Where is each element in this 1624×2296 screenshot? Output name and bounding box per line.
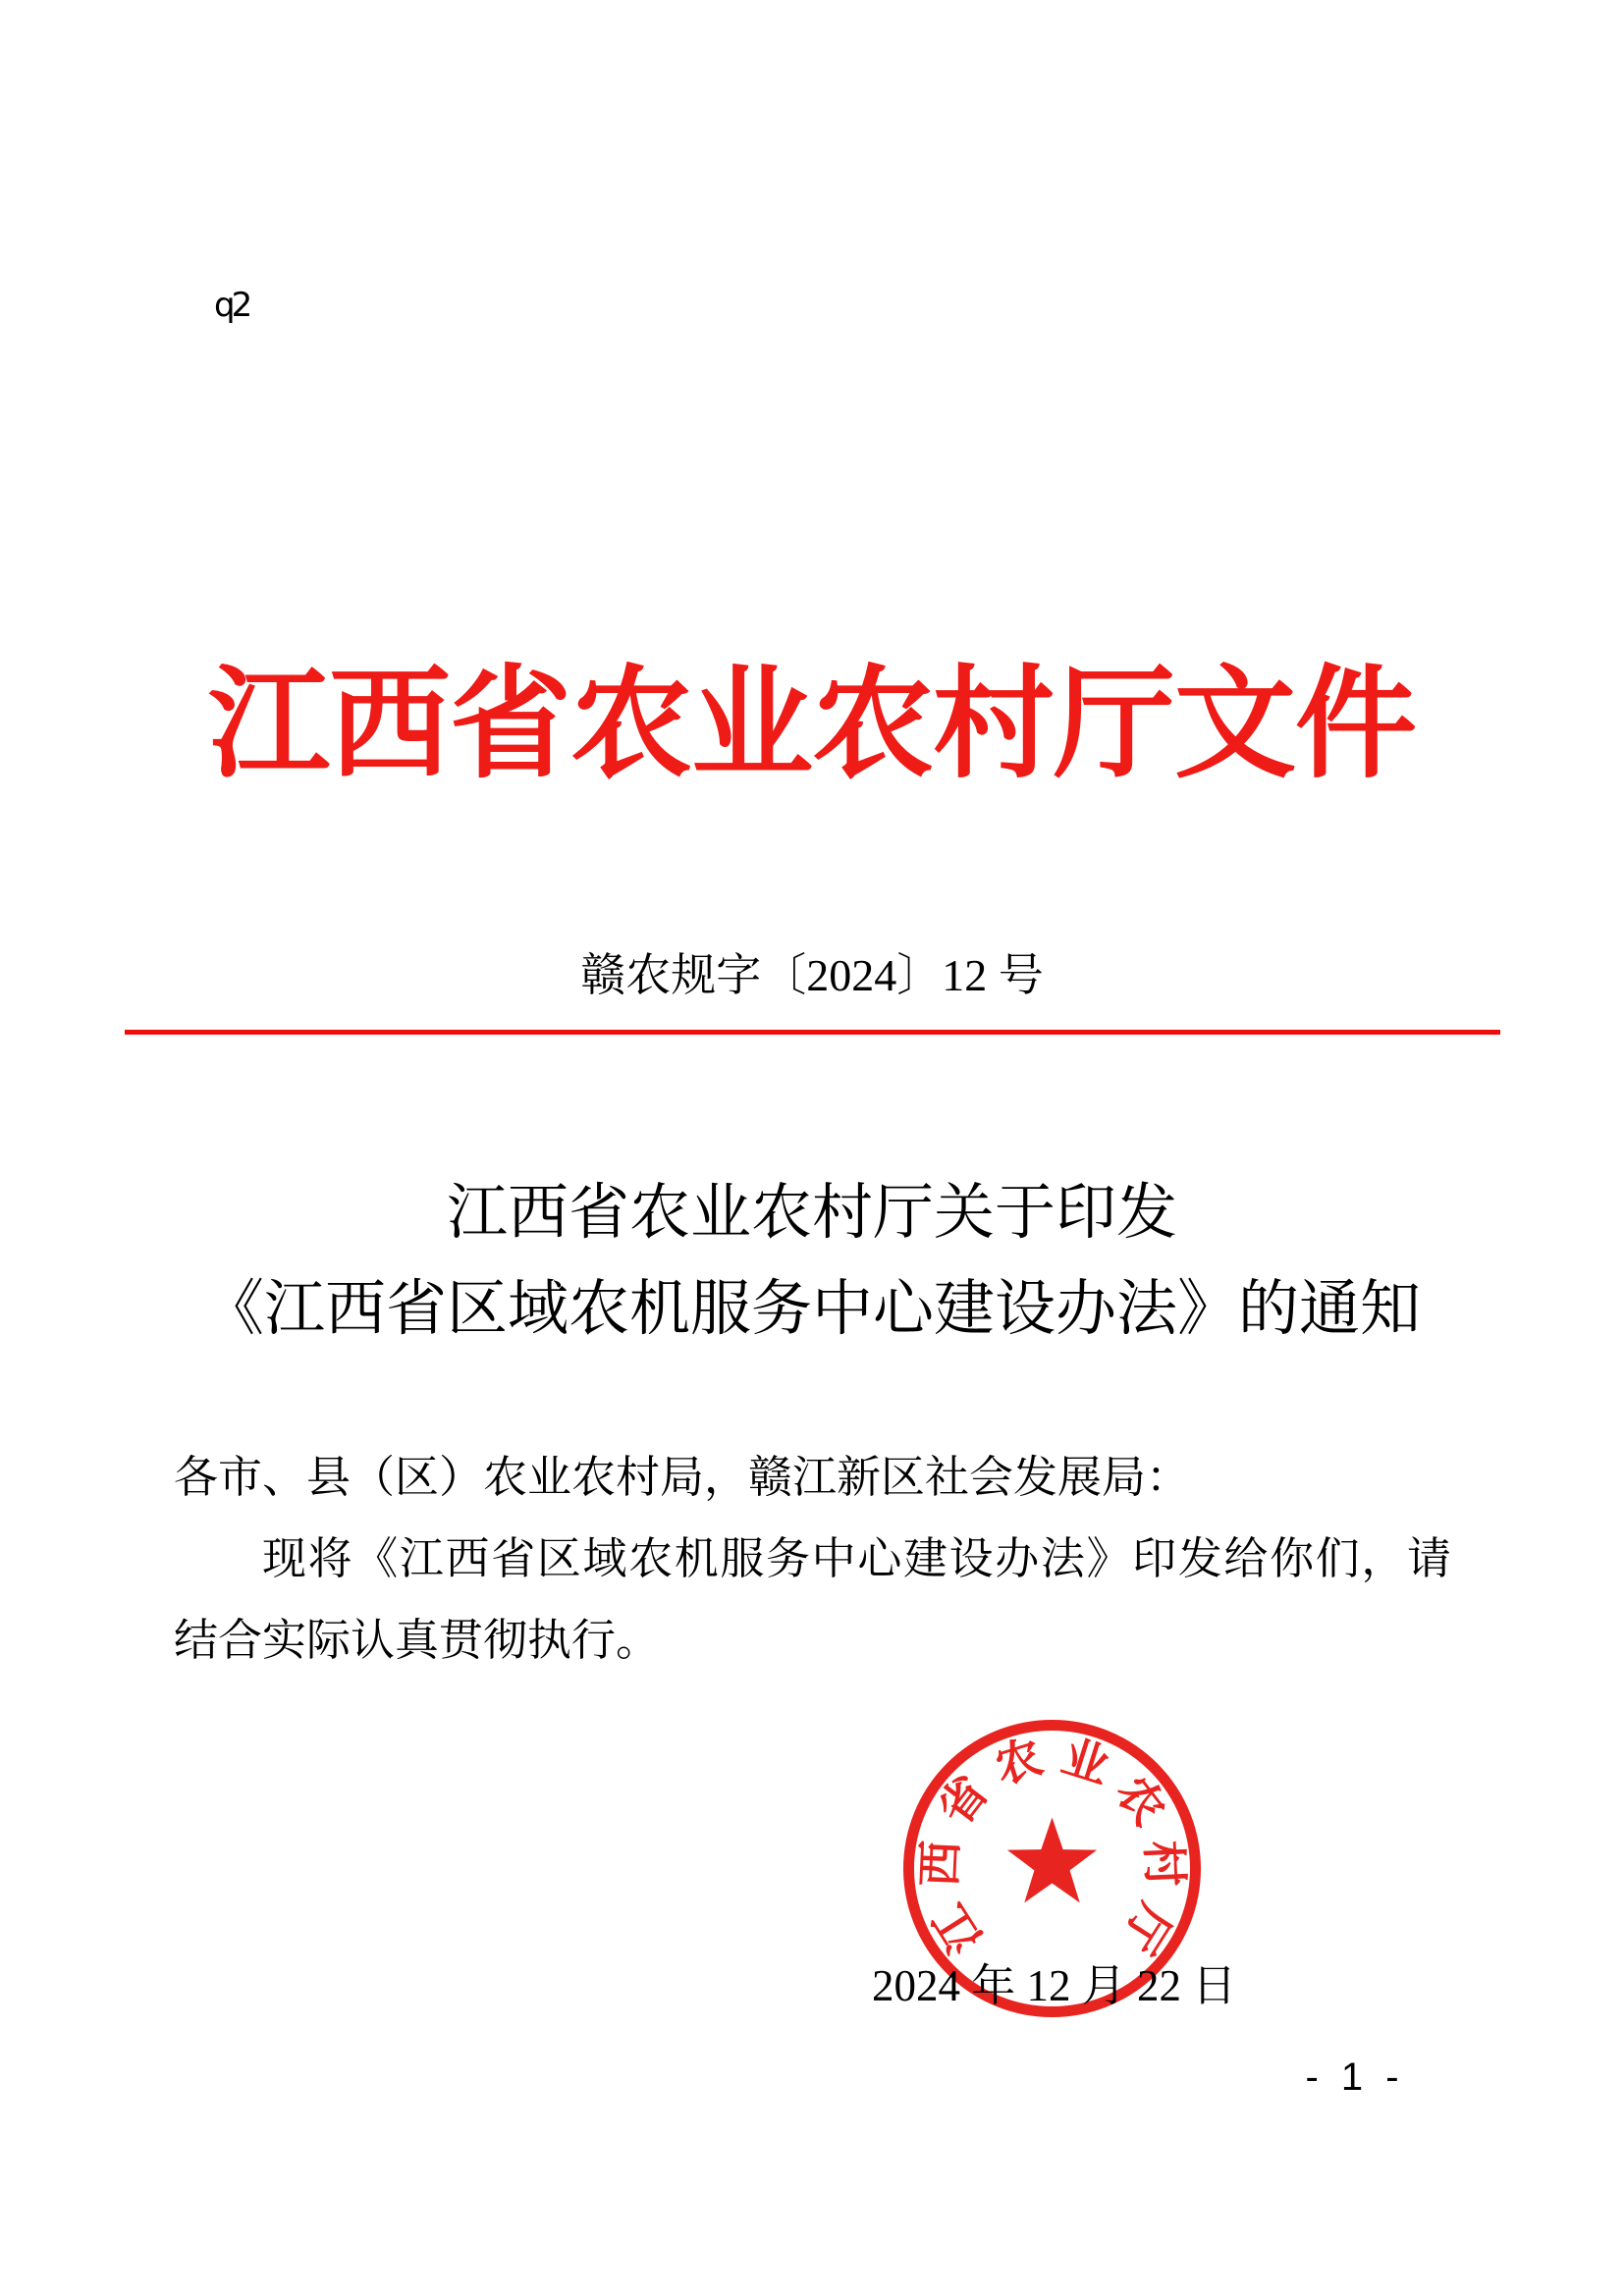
seal-character: 农 bbox=[989, 1731, 1049, 1794]
seal-character: 省 bbox=[929, 1767, 999, 1836]
seal-character: 厅 bbox=[1111, 1895, 1180, 1962]
salutation-line: 各市、县（区）农业农村局，赣江新区社会发展局： bbox=[174, 1453, 1191, 1502]
page-number: - 1 - bbox=[1305, 2056, 1405, 2099]
letterhead-title: 江西省农业农村厅文件 bbox=[207, 658, 1416, 792]
seal-character: 农 bbox=[1106, 1767, 1175, 1836]
stray-scan-mark: q2 bbox=[214, 286, 249, 325]
body-paragraph-line2: 结合实际认真贯彻执行。 bbox=[174, 1616, 661, 1665]
body-paragraph-line1: 现将《江西省区域农机服务中心建设办法》印发给你们，请 bbox=[262, 1534, 1451, 1583]
seal-character: 村 bbox=[1136, 1839, 1190, 1889]
subject-title-line1: 江西省农业农村厅关于印发 bbox=[446, 1180, 1177, 1247]
star-icon bbox=[1007, 1818, 1097, 1903]
issue-date: 2024 年 12 月 22 日 bbox=[872, 1961, 1237, 2010]
subject-title-line2: 《江西省区域农机服务中心建设办法》的通知 bbox=[202, 1276, 1421, 1343]
seal-character: 西 bbox=[914, 1839, 968, 1889]
red-divider-line bbox=[125, 1030, 1500, 1035]
doc-reference-number: 赣农规字〔2024〕12 号 bbox=[580, 950, 1044, 1000]
seal-character: 江 bbox=[924, 1895, 993, 1962]
seal-character: 业 bbox=[1056, 1731, 1115, 1794]
